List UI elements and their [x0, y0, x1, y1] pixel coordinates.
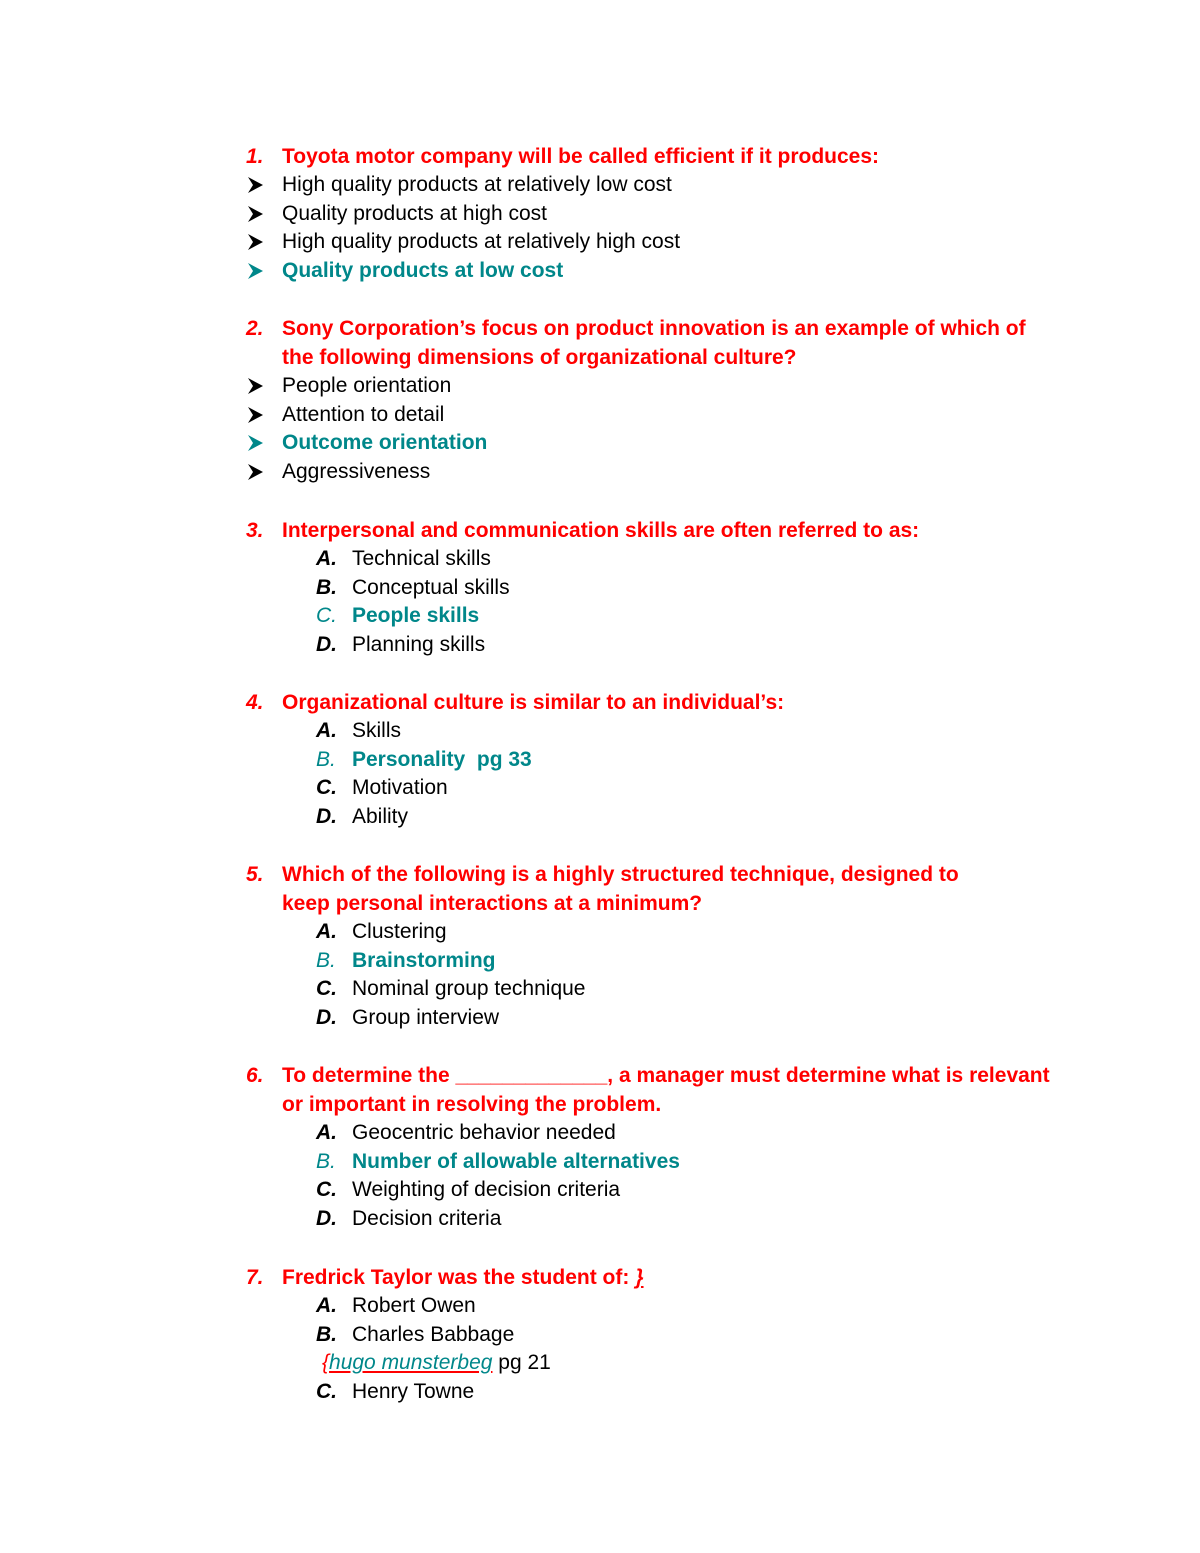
arrowhead-bullet-icon [246, 262, 282, 280]
option-letter: A. [316, 920, 337, 943]
question-number: 6. [246, 1064, 264, 1087]
correct-answer-option [246, 746, 1066, 775]
question-5 [246, 860, 1066, 1032]
answer-note-link[interactable]: hugo munsterbeg [329, 1351, 493, 1375]
answer-option [246, 1176, 1066, 1205]
option-text: People skills [352, 604, 480, 628]
option-text: Quality products at high cost [282, 201, 547, 225]
question-2 [246, 314, 1066, 486]
option-letter: B. [316, 1149, 336, 1173]
option-letter: D. [316, 1005, 337, 1029]
option-text: Robert Owen [352, 1294, 476, 1317]
question-heading [246, 314, 1066, 372]
option-letter: B. [316, 1322, 337, 1346]
question-heading [246, 1263, 1066, 1292]
question-text: To determine the _____________, a manager must determine what is relevant or important in resolving the problem. [282, 1064, 1056, 1116]
question-number: 2. [246, 317, 264, 340]
option-text: Decision criteria [352, 1206, 502, 1230]
option-text: Outcome orientation [282, 431, 488, 455]
question-heading [246, 1061, 1066, 1119]
option-text: Ability [352, 804, 409, 828]
arrowhead-bullet-icon [246, 233, 282, 251]
option-text: Weighting of decision criteria [352, 1178, 621, 1202]
answer-option [246, 545, 1066, 574]
question-heading [246, 860, 1066, 918]
option-text: Aggressiveness [282, 459, 431, 483]
correct-answer-option [246, 429, 1066, 458]
answer-option [246, 717, 1066, 746]
option-text: Quality products at low cost [282, 258, 564, 282]
option-letter: C. [316, 1178, 337, 1202]
answer-option [246, 803, 1066, 832]
arrowhead-bullet-icon [246, 205, 282, 223]
option-letter: A. [316, 1294, 337, 1317]
option-text: Personality pg 33 [352, 747, 532, 771]
option-text: Technical skills [352, 547, 491, 570]
arrowhead-bullet-icon [246, 434, 282, 452]
correct-answer-option [246, 257, 1066, 286]
question-heading [246, 516, 1066, 545]
comment-mark: { [322, 1351, 330, 1375]
answer-note [246, 1349, 1066, 1378]
question-text-body: Fredrick Taylor was the student of: [282, 1266, 630, 1289]
answer-option [246, 1292, 1066, 1321]
correct-answer-option [246, 602, 1066, 631]
option-text: High quality products at relatively high cost [282, 230, 681, 254]
option-letter: A. [316, 719, 337, 742]
question-text: Organizational culture is similar to an individual’s: [282, 691, 785, 714]
arrowhead-bullet-icon [246, 406, 282, 424]
question-text: Which of the following is a highly structured technique, designed to keep personal interactions at a minimum? [282, 863, 965, 915]
correct-answer-option [246, 1148, 1066, 1177]
option-letter: A. [316, 1121, 337, 1144]
answer-option [246, 1205, 1066, 1234]
arrowhead-bullet-icon [246, 176, 282, 194]
option-letter: C. [316, 977, 337, 1001]
option-text: Nominal group technique [352, 977, 586, 1001]
option-letter: C. [316, 1379, 337, 1403]
option-text: Brainstorming [352, 948, 496, 972]
option-letter: D. [316, 1206, 337, 1230]
answer-option [246, 1119, 1066, 1148]
answer-option [246, 1378, 1066, 1407]
question-heading [246, 688, 1066, 717]
option-text: Clustering [352, 920, 447, 943]
answer-option [246, 774, 1066, 803]
option-text: Group interview [352, 1005, 500, 1029]
question-number: 7. [246, 1266, 264, 1289]
answer-option [246, 1004, 1066, 1033]
option-text: Motivation [352, 776, 448, 800]
option-text: Charles Babbage [352, 1322, 515, 1346]
answer-option [246, 574, 1066, 603]
correct-answer-option [246, 947, 1066, 976]
question-1 [246, 142, 1066, 285]
option-text: Skills [352, 719, 402, 742]
arrowhead-bullet-icon [246, 377, 282, 395]
answer-option [246, 228, 1066, 257]
answer-option [246, 1321, 1066, 1350]
option-letter: C. [316, 604, 337, 628]
option-letter: B. [316, 948, 336, 972]
question-4 [246, 688, 1066, 831]
option-text: Number of allowable alternatives [352, 1149, 680, 1173]
option-letter: C. [316, 776, 337, 800]
answer-option [246, 401, 1066, 430]
option-text: Henry Towne [352, 1379, 475, 1403]
answer-option [246, 918, 1066, 947]
option-text: People orientation [282, 374, 452, 397]
question-number: 4. [246, 691, 264, 714]
answer-option [246, 631, 1066, 660]
option-letter: B. [316, 575, 337, 599]
question-7 [246, 1263, 1066, 1406]
answer-option [246, 171, 1066, 200]
option-letter: D. [316, 804, 337, 828]
question-number: 5. [246, 863, 264, 886]
arrowhead-bullet-icon [246, 463, 282, 481]
answer-option [246, 200, 1066, 229]
option-letter: B. [316, 747, 336, 771]
question-text: Toyota motor company will be called efficient if it produces: [282, 145, 880, 168]
option-text: Geocentric behavior needed [352, 1121, 616, 1144]
option-letter: D. [316, 632, 337, 656]
question-text: Sony Corporation’s focus on product innovation is an example of which of the following dimensions of organizational culture? [282, 317, 1032, 369]
question-text [282, 1263, 644, 1292]
question-number: 1. [246, 145, 264, 168]
option-text: Attention to detail [282, 402, 445, 426]
answer-option [246, 975, 1066, 1004]
question-text: Interpersonal and communication skills are often referred to as: [282, 519, 920, 542]
option-text: High quality products at relatively low cost [282, 173, 672, 196]
option-text: Conceptual skills [352, 575, 510, 599]
option-text: Planning skills [352, 632, 486, 656]
answer-note-page: pg 21 [492, 1351, 551, 1375]
question-6 [246, 1061, 1066, 1233]
comment-mark: } [635, 1266, 644, 1289]
answer-option [246, 458, 1066, 487]
question-number: 3. [246, 519, 264, 542]
question-3 [246, 516, 1066, 659]
answer-option [246, 372, 1066, 401]
question-heading [246, 142, 1066, 171]
option-letter: A. [316, 547, 337, 570]
